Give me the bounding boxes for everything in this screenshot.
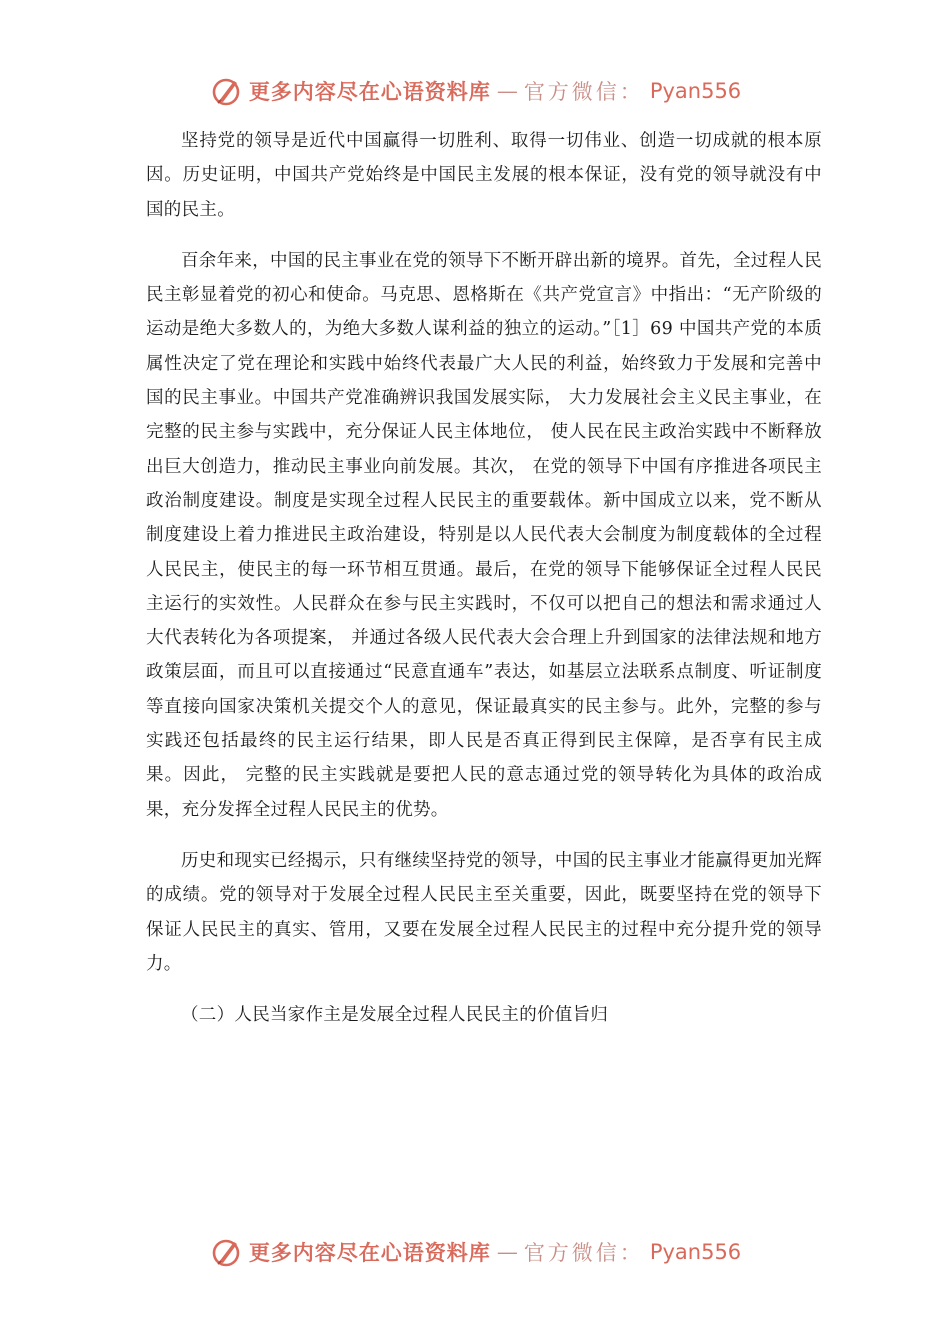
header-watermark — [0, 74, 950, 108]
quill-pen-logo-icon — [209, 1235, 243, 1269]
watermark-label: 官方微信： — [523, 80, 644, 104]
document-body — [146, 124, 822, 1032]
watermark-brand: 更多内容尽在心语资料库 — [248, 1240, 491, 1265]
watermark-separator: — — [496, 79, 518, 103]
watermark-wechat-id: Pyan556 — [649, 1240, 742, 1264]
watermark-label: 官方微信： — [523, 1241, 644, 1265]
watermark-brand: 更多内容尽在心语资料库 — [248, 79, 491, 104]
watermark-wechat-id: Pyan556 — [649, 79, 742, 103]
footer-watermark — [0, 1235, 950, 1269]
watermark-separator: — — [496, 1240, 518, 1264]
paragraph-3: 历史和现实已经揭示，只有继续坚持党的领导，中国的民主事业才能赢得更加光辉的成绩。党的领导对于发展全过程人民民主至关重要，因此，既要坚持在党的领导下保证人民民主的真实、管用，又要在发展全过程人民民主的过程中充分提升党的领导力。 — [146, 850, 822, 974]
paragraph-1: 坚持党的领导是近代中国赢得一切胜利、取得一切伟业、创造一切成就的根本原因。历史证明，中国共产党始终是中国民主发展的根本保证，没有党的领导就没有中国的民主。 — [146, 131, 822, 220]
quill-pen-logo-icon — [209, 74, 243, 108]
section-heading: （二）人民当家作主是发展全过程人民民主的价值旨归 — [181, 1005, 609, 1026]
paragraph-2: 百余年来，中国的民主事业在党的领导下不断开辟出新的境界。首先，全过程人民民主彰显着党的初心和使命。马克思、恩格斯在《共产党宣言》中指出：“无产阶级的运动是绝大多数人的，为绝大多数人谋利益的独立的运动。”［1］69 中国共产党的本质属性决定了党在理论和实践中始终代表最广大人民的利益，始终致力于发展和完善中国的民主事业。中国共产党准确辨识我国发展实际， 大力发展社会主义民主事业，在完整的民主参与实践中，充分保证人民主体地位， 使人民在民主政治实践中不断释放出巨大创造力，推动民主事业向前发展。其次， 在党的领导下中国有序推进各项民主政治制度建设。制度是实现全过程人民民主的重要载体。新中国成立以来，党不断从制度建设上着力推进民主政治建设，特别是以人民代表大会制度为制度载体的全过程人民民主，使民主的每一环节相互贯通。最后，在党的领导下能够保证全过程人民民主运行的实效性。人民群众在参与民主实践时，不仅可以把自己的想法和需求通过人大代表转化为各项提案， 并通过各级人民代表大会合理上升到国家的法律法规和地方政策层面，而且可以直接通过“民意直通车”表达，如基层立法联系点制度、听证制度等直接向国家决策机关提交个人的意见，保证最真实的民主参与。此外，完整的参与实践还包括最终的民主运行结果，即人民是否真正得到民主保障，是否享有民主成果。因此， 完整的民主实践就是要把人民的意志通过党的领导转化为具体的政治成果，充分发挥全过程人民民主的优势。 — [146, 250, 822, 820]
